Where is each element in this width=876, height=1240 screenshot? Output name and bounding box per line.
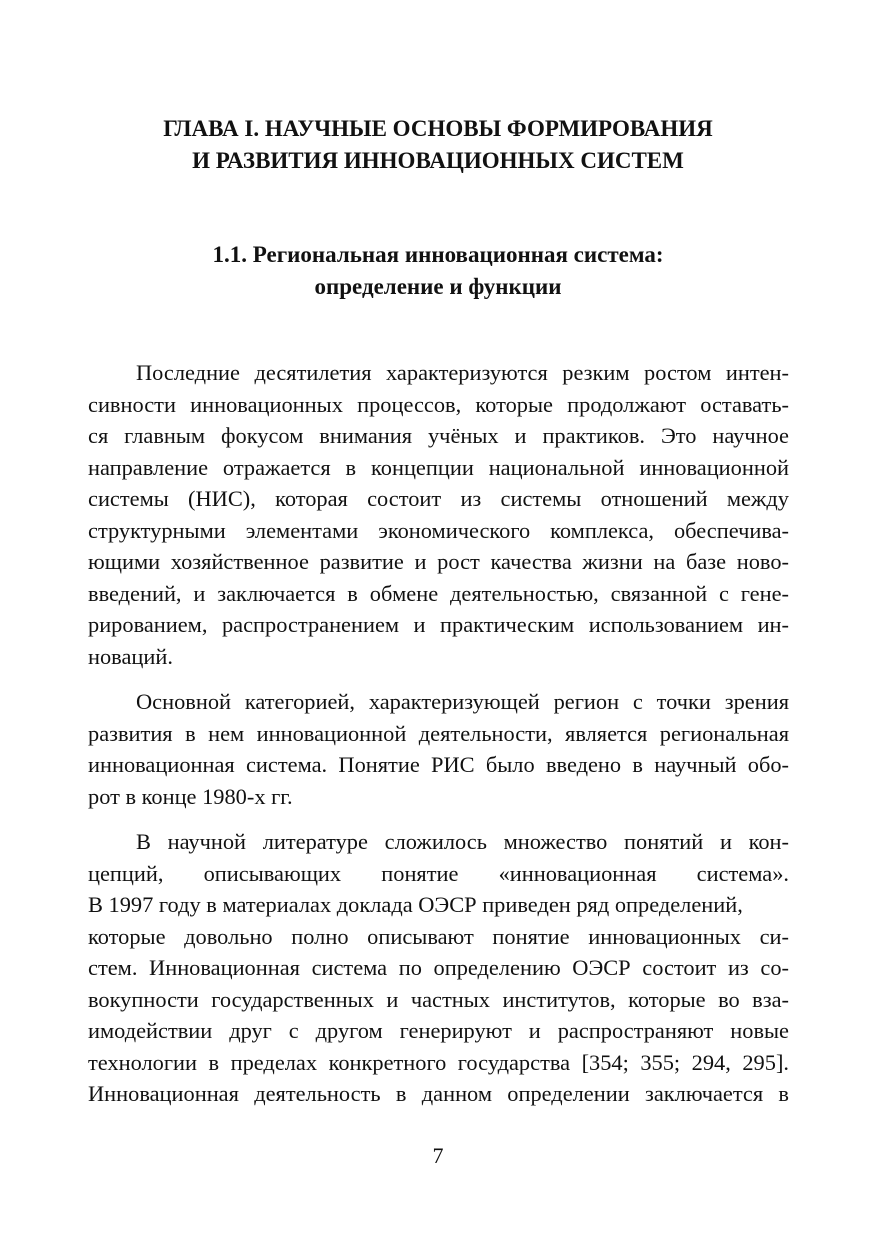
paragraph: [88, 686, 789, 812]
text-line: стем. Инновационная система по определению ОЭСР состоит из со-: [88, 955, 789, 980]
text-line: Инновационная деятельность в данном определении заключается в: [88, 1081, 789, 1106]
text-line: В научной литературе сложилось множество понятий и кон-: [136, 829, 789, 854]
text-line: Основной категорией, характеризующей регион с точки зрения: [136, 689, 789, 714]
paragraph: [88, 357, 789, 672]
body-text: [88, 357, 789, 1124]
section-title-line: 1.1. Региональная инновационная система:: [212, 242, 664, 267]
text-line: новаций.: [88, 643, 173, 669]
text-line: системы (НИС), которая состоит из системы отношений между: [88, 486, 789, 511]
chapter-title-line: ГЛАВА I. НАУЧНЫЕ ОСНОВЫ ФОРМИРОВАНИЯ: [163, 116, 713, 141]
text-line: развития в нем инновационной деятельности, является региональная: [88, 720, 789, 746]
section-title-line: определение и функции: [314, 274, 562, 299]
section-title: [88, 239, 788, 303]
text-line: введений, и заключается в обмене деятельностью, связанной с гене-: [88, 580, 789, 606]
chapter-title-line: И РАЗВИТИЯ ИННОВАЦИОННЫХ СИСТЕМ: [192, 148, 684, 173]
text-line: структурными элементами экономического комплекса, обеспечива-: [88, 517, 789, 543]
page-number: 7: [432, 1143, 444, 1168]
text-line: ся главным фокусом внимания учёных и практиков. Это научное: [88, 423, 789, 448]
text-line: сивности инновационных процессов, которые продолжают оставать-: [88, 391, 789, 417]
text-line: ющими хозяйственное развитие и рост качества жизни на базе ново-: [88, 549, 789, 574]
text-line: направление отражается в концепции национальной инновационной: [88, 454, 789, 480]
text-line: рот в конце 1980-х гг.: [88, 783, 293, 809]
text-line: инновационная система. Понятие РИС было введено в научный обо-: [88, 752, 789, 777]
text-line: вокупности государственных и частных институтов, которые во вза-: [88, 986, 789, 1012]
text-line: которые довольно полно описывают понятие инновационных си-: [88, 923, 789, 949]
text-line: В 1997 году в материалах доклада ОЭСР приведен ряд определений,: [88, 892, 743, 917]
text-line: рированием, распространением и практическим использованием ин-: [88, 612, 789, 637]
text-line: технологии в пределах конкретного государства [354; 355; 294, 295].: [88, 1049, 789, 1075]
text-line: цепций, описывающих понятие «инновационная система».: [88, 860, 789, 886]
text-line: имодействии друг с другом генерируют и распространяют новые: [88, 1018, 789, 1043]
text-line: Последние десятилетия характеризуются резким ростом интен-: [136, 360, 789, 385]
chapter-title: [88, 113, 788, 177]
paragraph: [88, 826, 789, 1110]
